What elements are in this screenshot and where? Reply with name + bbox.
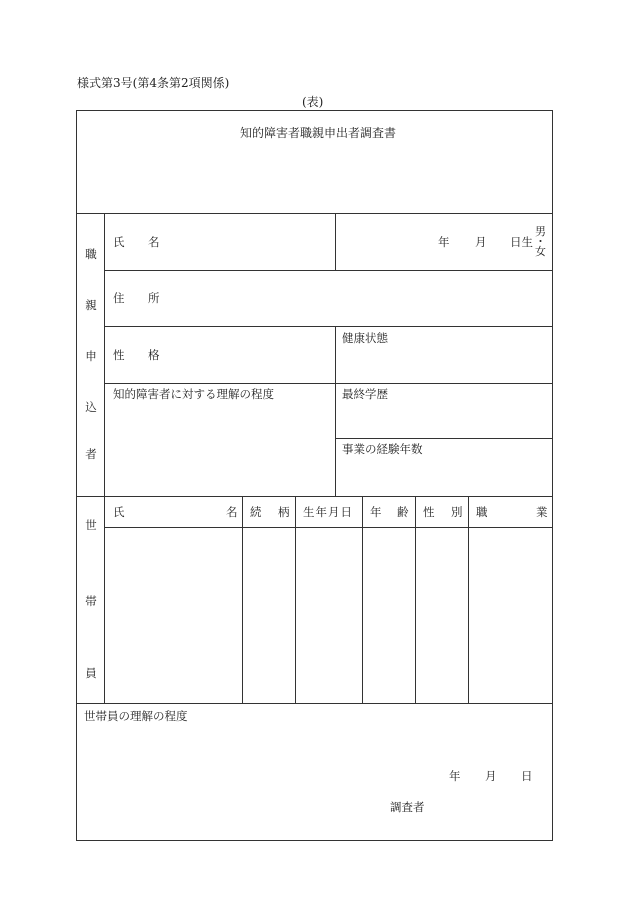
applicant-label-char: 込	[85, 400, 97, 414]
gender-dot: ・	[535, 235, 546, 248]
household-col-divider	[468, 496, 469, 703]
personality-label: 格	[148, 348, 160, 362]
dob-year-label: 年	[438, 235, 450, 249]
household-col-divider	[295, 496, 296, 703]
date-year-label: 年	[449, 769, 461, 783]
divider-applicant-bottom	[76, 496, 553, 497]
applicant-label-char: 職	[85, 247, 97, 261]
row-divider-3	[104, 383, 553, 384]
dob-day-label: 日生	[510, 235, 533, 249]
col-header-name: 氏	[113, 505, 125, 519]
applicant-label-char: 申	[85, 349, 97, 363]
gender-female: 女	[535, 245, 546, 258]
household-label-char: 員	[85, 666, 97, 680]
divider-title-bottom	[76, 213, 553, 214]
household-header-divider	[104, 527, 553, 528]
col-header-job: 職	[476, 505, 488, 519]
side-label: (表)	[302, 95, 324, 109]
form-number: 様式第3号(第4条第2項関係)	[77, 76, 230, 90]
household-label-char: 世	[85, 518, 97, 532]
col-header-sex: 別	[451, 505, 463, 519]
row-divider-1	[104, 270, 553, 271]
household-col-divider	[242, 496, 243, 703]
col-header-age: 齢	[397, 505, 409, 519]
household-col-divider	[362, 496, 363, 703]
col-header-relation: 続	[250, 505, 262, 519]
household-understanding-label: 世帯員の理解の程度	[84, 709, 188, 723]
col-divider-lower	[335, 326, 336, 496]
name-label: 氏	[113, 235, 125, 249]
row-divider-2	[104, 326, 553, 327]
name-label: 名	[148, 235, 160, 249]
investigator-label: 調査者	[390, 800, 425, 814]
education-label: 最終学歴	[342, 387, 388, 401]
form-title: 知的障害者職親申出者調査書	[240, 126, 397, 140]
date-day-label: 日	[521, 769, 533, 783]
dob-month-label: 月	[475, 235, 487, 249]
col-header-dob: 生年月日	[303, 505, 353, 519]
personality-label: 性	[113, 348, 125, 362]
address-label: 住	[113, 291, 125, 305]
divider-household-bottom	[76, 703, 553, 704]
applicant-label-char: 者	[85, 447, 97, 461]
col-header-name: 名	[226, 505, 238, 519]
understanding-label: 知的障害者に対する理解の程度	[113, 387, 274, 401]
col-divider-name	[335, 213, 336, 270]
col-header-age: 年	[370, 505, 382, 519]
col-header-sex: 性	[423, 505, 435, 519]
col-header-relation: 柄	[278, 505, 290, 519]
household-label-char: 帯	[85, 594, 97, 608]
row-divider-4	[335, 438, 553, 439]
date-month-label: 月	[485, 769, 497, 783]
applicant-label-char: 親	[85, 298, 97, 312]
household-col-divider	[415, 496, 416, 703]
form-table	[76, 110, 553, 841]
health-label: 健康状態	[342, 331, 388, 345]
col-header-job: 業	[536, 505, 548, 519]
address-label: 所	[148, 291, 160, 305]
gender-male: 男	[535, 225, 546, 238]
experience-label: 事業の経験年数	[342, 442, 423, 456]
